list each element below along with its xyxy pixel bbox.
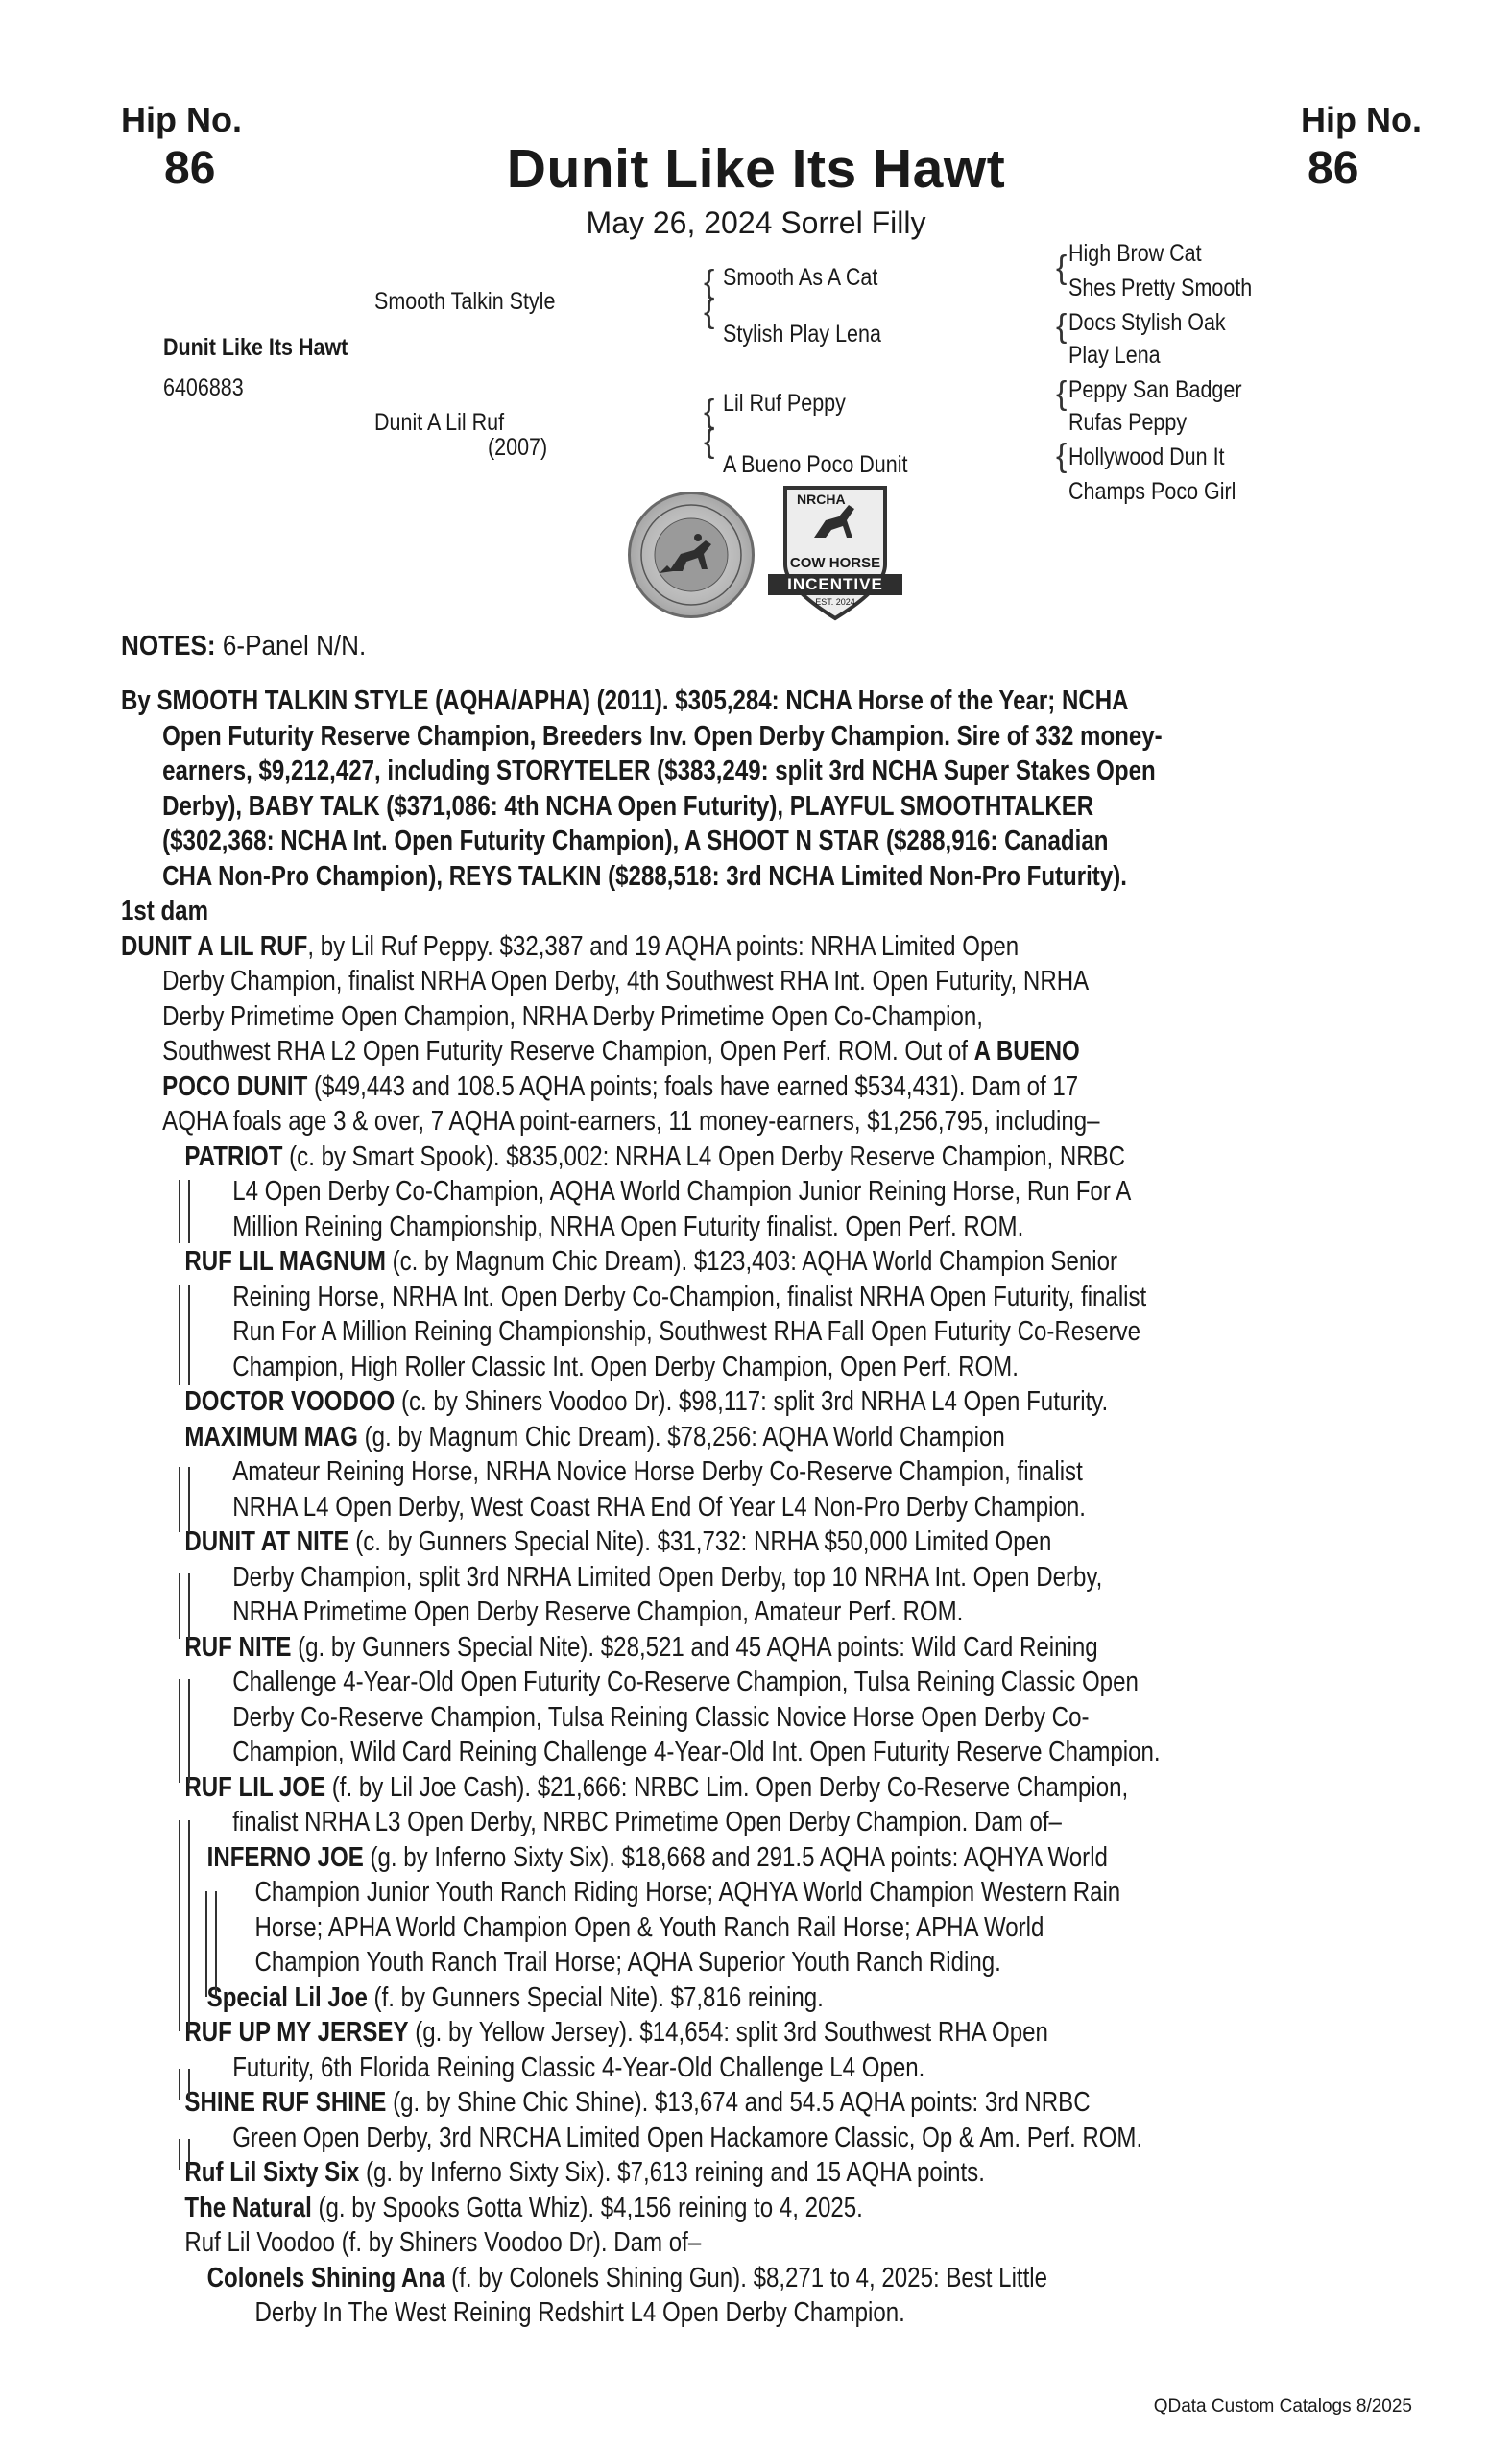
hip-number-right: 86 <box>1308 143 1359 194</box>
grand-produce-name: Colonels Shining Ana <box>206 2262 445 2293</box>
record-bar <box>179 1820 190 2031</box>
hip-label-left: Hip No. <box>121 100 242 139</box>
pedigree-dam-year: (2007) <box>488 434 548 461</box>
produce-entry-line <box>121 1244 1192 1280</box>
granddam-name: A BUENO <box>973 1036 1080 1067</box>
brace-icon: { <box>1056 250 1068 286</box>
ncha-seal-icon <box>628 492 755 618</box>
page-subtitle: May 26, 2024 Sorrel Filly <box>586 205 926 240</box>
brace-icon: { <box>704 423 715 460</box>
notes-label: NOTES: <box>121 631 216 661</box>
brace-icon: { <box>704 264 715 300</box>
produce-entry-line <box>121 2085 1192 2121</box>
grand-produce-name: INFERNO JOE <box>206 1841 364 1873</box>
dam-para-line <box>121 1034 1192 1069</box>
produce-entry-line: Million Reining Championship, NRHA Open Futurity finalist. Open Perf. ROM. <box>232 1211 1024 1242</box>
record-bar <box>179 1573 190 1639</box>
pedigree-subject-reg: 6406883 <box>163 374 244 401</box>
grand-produce-text: (f. by Gunners Special Nite). $7,816 reining. <box>367 1981 824 2013</box>
record-bar <box>179 2139 190 2170</box>
produce-text: (g. by Spooks Gotta Whiz). $4,156 reining to 4, 2025. <box>311 2192 863 2223</box>
sire-para-line: By SMOOTH TALKIN STYLE (AQHA/APHA) (2011). $305,284: NCHA Horse of the Year; NCHA <box>121 685 1129 716</box>
nrcha-badge-top: NRCHA <box>797 492 846 507</box>
pedigree-gen3-6: Rufas Peppy <box>1068 409 1188 436</box>
sire-para-line: earners, $9,212,427, including STORYTELER ($383,249: split 3rd NCHA Super Stakes Open <box>162 756 1156 786</box>
grand-produce-entry-line: Horse; APHA World Champion Open & Youth Ranch Rail Horse; APHA World <box>254 1911 1044 1943</box>
record-bar <box>179 1467 190 1532</box>
produce-name: MAXIMUM MAG <box>184 1421 358 1452</box>
produce-text: (g. by Shine Chic Shine). $13,674 and 54.5 AQHA points: 3rd NRBC <box>386 2087 1091 2118</box>
dam-para-line: Derby Primetime Open Champion, NRHA Derby Primetime Open Co-Champion, <box>162 1000 983 1032</box>
pedigree-subject-name: Dunit Like Its Hawt <box>163 334 348 361</box>
dam-para-line <box>121 1069 1192 1105</box>
dam-para-line: AQHA foals age 3 & over, 7 AQHA point-earners, 11 money-earners, $1,256,795, including– <box>162 1106 1100 1137</box>
sire-para-line: ($302,368: NCHA Int. Open Futurity Champion), A SHOOT N STAR ($288,916: Canadian <box>162 826 1109 856</box>
grand-produce-text: (f. by Colonels Shining Gun). $8,271 to 4, 2025: Best Little <box>444 2262 1048 2293</box>
brace-icon: { <box>1056 438 1068 474</box>
produce-name: DUNIT AT NITE <box>184 1526 349 1557</box>
dam-para-text: , by Lil Ruf Peppy. $32,387 and 19 AQHA points: NRHA Limited Open <box>307 930 1020 962</box>
produce-entry-line: Run For A Million Reining Championship, Southwest RHA Fall Open Futurity Co-Reserve <box>232 1316 1141 1347</box>
produce-name: SHINE RUF SHINE <box>184 2087 387 2118</box>
pedigree-sire-sire: Smooth As A Cat <box>723 264 878 291</box>
grand-produce-entry-line <box>121 1980 1192 2016</box>
produce-entry-line <box>121 1630 1192 1666</box>
produce-entry-line <box>121 1770 1192 1806</box>
produce-entry-line: Champion, Wild Card Reining Challenge 4-Year-Old Int. Open Futurity Reserve Champion. <box>232 1737 1161 1767</box>
produce-entry-line <box>121 1420 1192 1455</box>
pedigree-gen3-5: Peppy San Badger <box>1068 376 1242 403</box>
produce-text: (g. by Gunners Special Nite). $28,521 and 45 AQHA points: Wild Card Reining <box>291 1631 1098 1663</box>
produce-entry-line: Futurity, 6th Florida Reining Classic 4-Year-Old Challenge L4 Open. <box>232 2052 925 2083</box>
produce-entry-line <box>121 1140 1192 1175</box>
produce-entry-line <box>121 1384 1192 1420</box>
produce-entry-line: Ruf Lil Voodoo (f. by Shiners Voodoo Dr). Dam of– <box>184 2227 702 2258</box>
record-bar <box>179 2069 190 2100</box>
produce-entry-line: Derby Co-Reserve Champion, Tulsa Reining Classic Novice Horse Open Derby Co- <box>232 1701 1090 1733</box>
produce-entry-line <box>121 1524 1192 1560</box>
produce-entry-line: L4 Open Derby Co-Champion, AQHA World Champion Junior Reining Horse, Run For A <box>232 1176 1132 1207</box>
produce-name: RUF UP MY JERSEY <box>184 2017 409 2048</box>
produce-name: RUF LIL JOE <box>184 1771 326 1803</box>
produce-text: (f. by Lil Joe Cash). $21,666: NRBC Lim. Open Derby Co-Reserve Champion, <box>325 1771 1129 1803</box>
grand-produce-entry-line <box>121 1840 1192 1876</box>
page-title: Dunit Like Its Hawt <box>506 138 1006 200</box>
record-bar <box>179 1679 190 1783</box>
sire-para-line: Derby), BABY TALK ($371,086: 4th NCHA Open Futurity), PLAYFUL SMOOTHTALKER <box>162 790 1094 822</box>
sire-para-line: CHA Non-Pro Champion), REYS TALKIN ($288,518: 3rd NCHA Limited Non-Pro Futurity). <box>162 860 1127 892</box>
dam-para-line: Derby Champion, finalist NRHA Open Derby, 4th Southwest RHA Int. Open Futurity, NRHA <box>162 966 1090 996</box>
hip-number-left: 86 <box>164 143 216 194</box>
brace-icon: { <box>704 394 715 430</box>
produce-entry-line: Challenge 4-Year-Old Open Futurity Co-Reserve Champion, Tulsa Reining Classic Open <box>232 1667 1139 1697</box>
grand-produce-entry-line: Champion Junior Youth Ranch Riding Horse; AQHYA World Champion Western Rain <box>254 1877 1121 1908</box>
record-bar <box>179 1180 190 1243</box>
nrcha-badge-small: EST. 2024 <box>815 597 855 607</box>
produce-text: (g. by Inferno Sixty Six). $7,613 reining and 15 AQHA points. <box>359 2157 985 2188</box>
record-bar <box>205 1891 217 1997</box>
pedigree-gen3-2: Shes Pretty Smooth <box>1068 275 1253 301</box>
pedigree-gen3-4: Play Lena <box>1068 342 1161 369</box>
produce-entry-line: NRHA L4 Open Derby, West Coast RHA End Of Year L4 Non-Pro Derby Champion. <box>232 1491 1086 1523</box>
nrcha-badge-line1: COW HORSE <box>789 555 881 571</box>
produce-text: (c. by Shiners Voodoo Dr). $98,117: split 3rd NRHA L4 Open Futurity. <box>395 1386 1109 1417</box>
pedigree-gen3-8: Champs Poco Girl <box>1068 478 1236 505</box>
produce-text: (g. by Magnum Chic Dream). $78,256: AQHA World Champion <box>357 1421 1005 1452</box>
produce-name: DOCTOR VOODOO <box>184 1386 396 1417</box>
produce-entry-line: Reining Horse, NRHA Int. Open Derby Co-Champion, finalist NRHA Open Futurity, finalist <box>232 1281 1147 1312</box>
pedigree-dam-dam: A Bueno Poco Dunit <box>723 451 908 478</box>
dam-para-text: Southwest RHA L2 Open Futurity Reserve Champion, Open Perf. ROM. Out of <box>162 1036 974 1067</box>
produce-entry-line: Amateur Reining Horse, NRHA Novice Horse Derby Co-Reserve Champion, finalist <box>232 1456 1083 1487</box>
catalog-body <box>121 684 1412 2331</box>
hip-label-right: Hip No. <box>1301 100 1422 139</box>
produce-name: Ruf Lil Sixty Six <box>184 2157 360 2188</box>
grand-produce-entry-line <box>121 2261 1192 2296</box>
brace-icon: { <box>1056 308 1068 345</box>
pedigree-sire: Smooth Talkin Style <box>374 288 556 315</box>
pedigree-dam-sire: Lil Ruf Peppy <box>723 390 846 417</box>
notes-text: 6-Panel N/N. <box>215 631 367 661</box>
granddam-name-cont: POCO DUNIT <box>162 1070 308 1102</box>
produce-name: RUF NITE <box>184 1631 292 1663</box>
pedigree-gen3-7: Hollywood Dun It <box>1068 444 1225 470</box>
grand-produce-text: (g. by Inferno Sixty Six). $18,668 and 291.5 AQHA points: AQHYA World <box>363 1841 1108 1873</box>
nrcha-incentive-badge <box>768 482 902 624</box>
produce-name: PATRIOT <box>184 1140 283 1172</box>
brace-icon: { <box>1056 375 1068 412</box>
produce-entry-line: finalist NRHA L3 Open Derby, NRBC Primetime Open Derby Champion. Dam of– <box>232 1807 1062 1837</box>
dam-para-line <box>121 929 1192 965</box>
produce-entry-line: Champion, High Roller Classic Int. Open Derby Champion, Open Perf. ROM. <box>232 1351 1019 1382</box>
notes <box>121 631 366 662</box>
dam-name: DUNIT A LIL RUF <box>121 930 308 962</box>
record-bar <box>179 1285 190 1385</box>
horse-rider-icon <box>631 494 752 615</box>
sire-para-line: Open Futurity Reserve Champion, Breeders Inv. Open Derby Champion. Sire of 332 money- <box>162 720 1163 752</box>
produce-name: The Natural <box>184 2192 312 2223</box>
produce-entry-line <box>121 2015 1192 2051</box>
produce-text: (c. by Gunners Special Nite). $31,732: NRHA $50,000 Limited Open <box>348 1526 1052 1557</box>
pedigree-gen3-3: Docs Stylish Oak <box>1068 309 1226 336</box>
dam-para-text: ($49,443 and 108.5 AQHA points; foals have earned $534,431). Dam of 17 <box>307 1070 1079 1102</box>
nrcha-badge-line2: INCENTIVE <box>787 575 883 593</box>
produce-text: (g. by Yellow Jersey). $14,654: split 3rd Southwest RHA Open <box>408 2017 1048 2048</box>
grand-produce-entry-line: Derby In The West Reining Redshirt L4 Open Derby Champion. <box>254 2297 905 2328</box>
produce-entry-line: Derby Champion, split 3rd NRHA Limited Open Derby, top 10 NRHA Int. Open Derby, <box>232 1561 1103 1593</box>
produce-entry-line: NRHA Primetime Open Derby Reserve Champion, Amateur Perf. ROM. <box>232 1596 964 1627</box>
brace-icon: { <box>704 294 715 330</box>
produce-entry-line <box>121 2191 1192 2226</box>
pedigree-sire-dam: Stylish Play Lena <box>723 321 881 348</box>
pedigree-gen3-1: High Brow Cat <box>1068 240 1202 267</box>
produce-name: RUF LIL MAGNUM <box>184 1246 386 1277</box>
produce-entry-line <box>121 2155 1192 2191</box>
produce-text: (c. by Magnum Chic Dream). $123,403: AQHA World Champion Senior <box>385 1246 1117 1277</box>
pedigree-dam: Dunit A Lil Ruf <box>374 409 505 436</box>
footer-credit: QData Custom Catalogs 8/2025 <box>1153 2396 1412 2416</box>
grand-produce-name: Special Lil Joe <box>206 1981 368 2013</box>
grand-produce-entry-line: Champion Youth Ranch Trail Horse; AQHA Superior Youth Ranch Riding. <box>254 1947 1001 1978</box>
produce-entry-line: Green Open Derby, 3rd NRCHA Limited Open Hackamore Classic, Op & Am. Perf. ROM. <box>232 2122 1143 2153</box>
first-dam-heading: 1st dam <box>121 896 208 926</box>
produce-text: (c. by Smart Spook). $835,002: NRHA L4 Open Derby Reserve Champion, NRBC <box>282 1140 1126 1172</box>
